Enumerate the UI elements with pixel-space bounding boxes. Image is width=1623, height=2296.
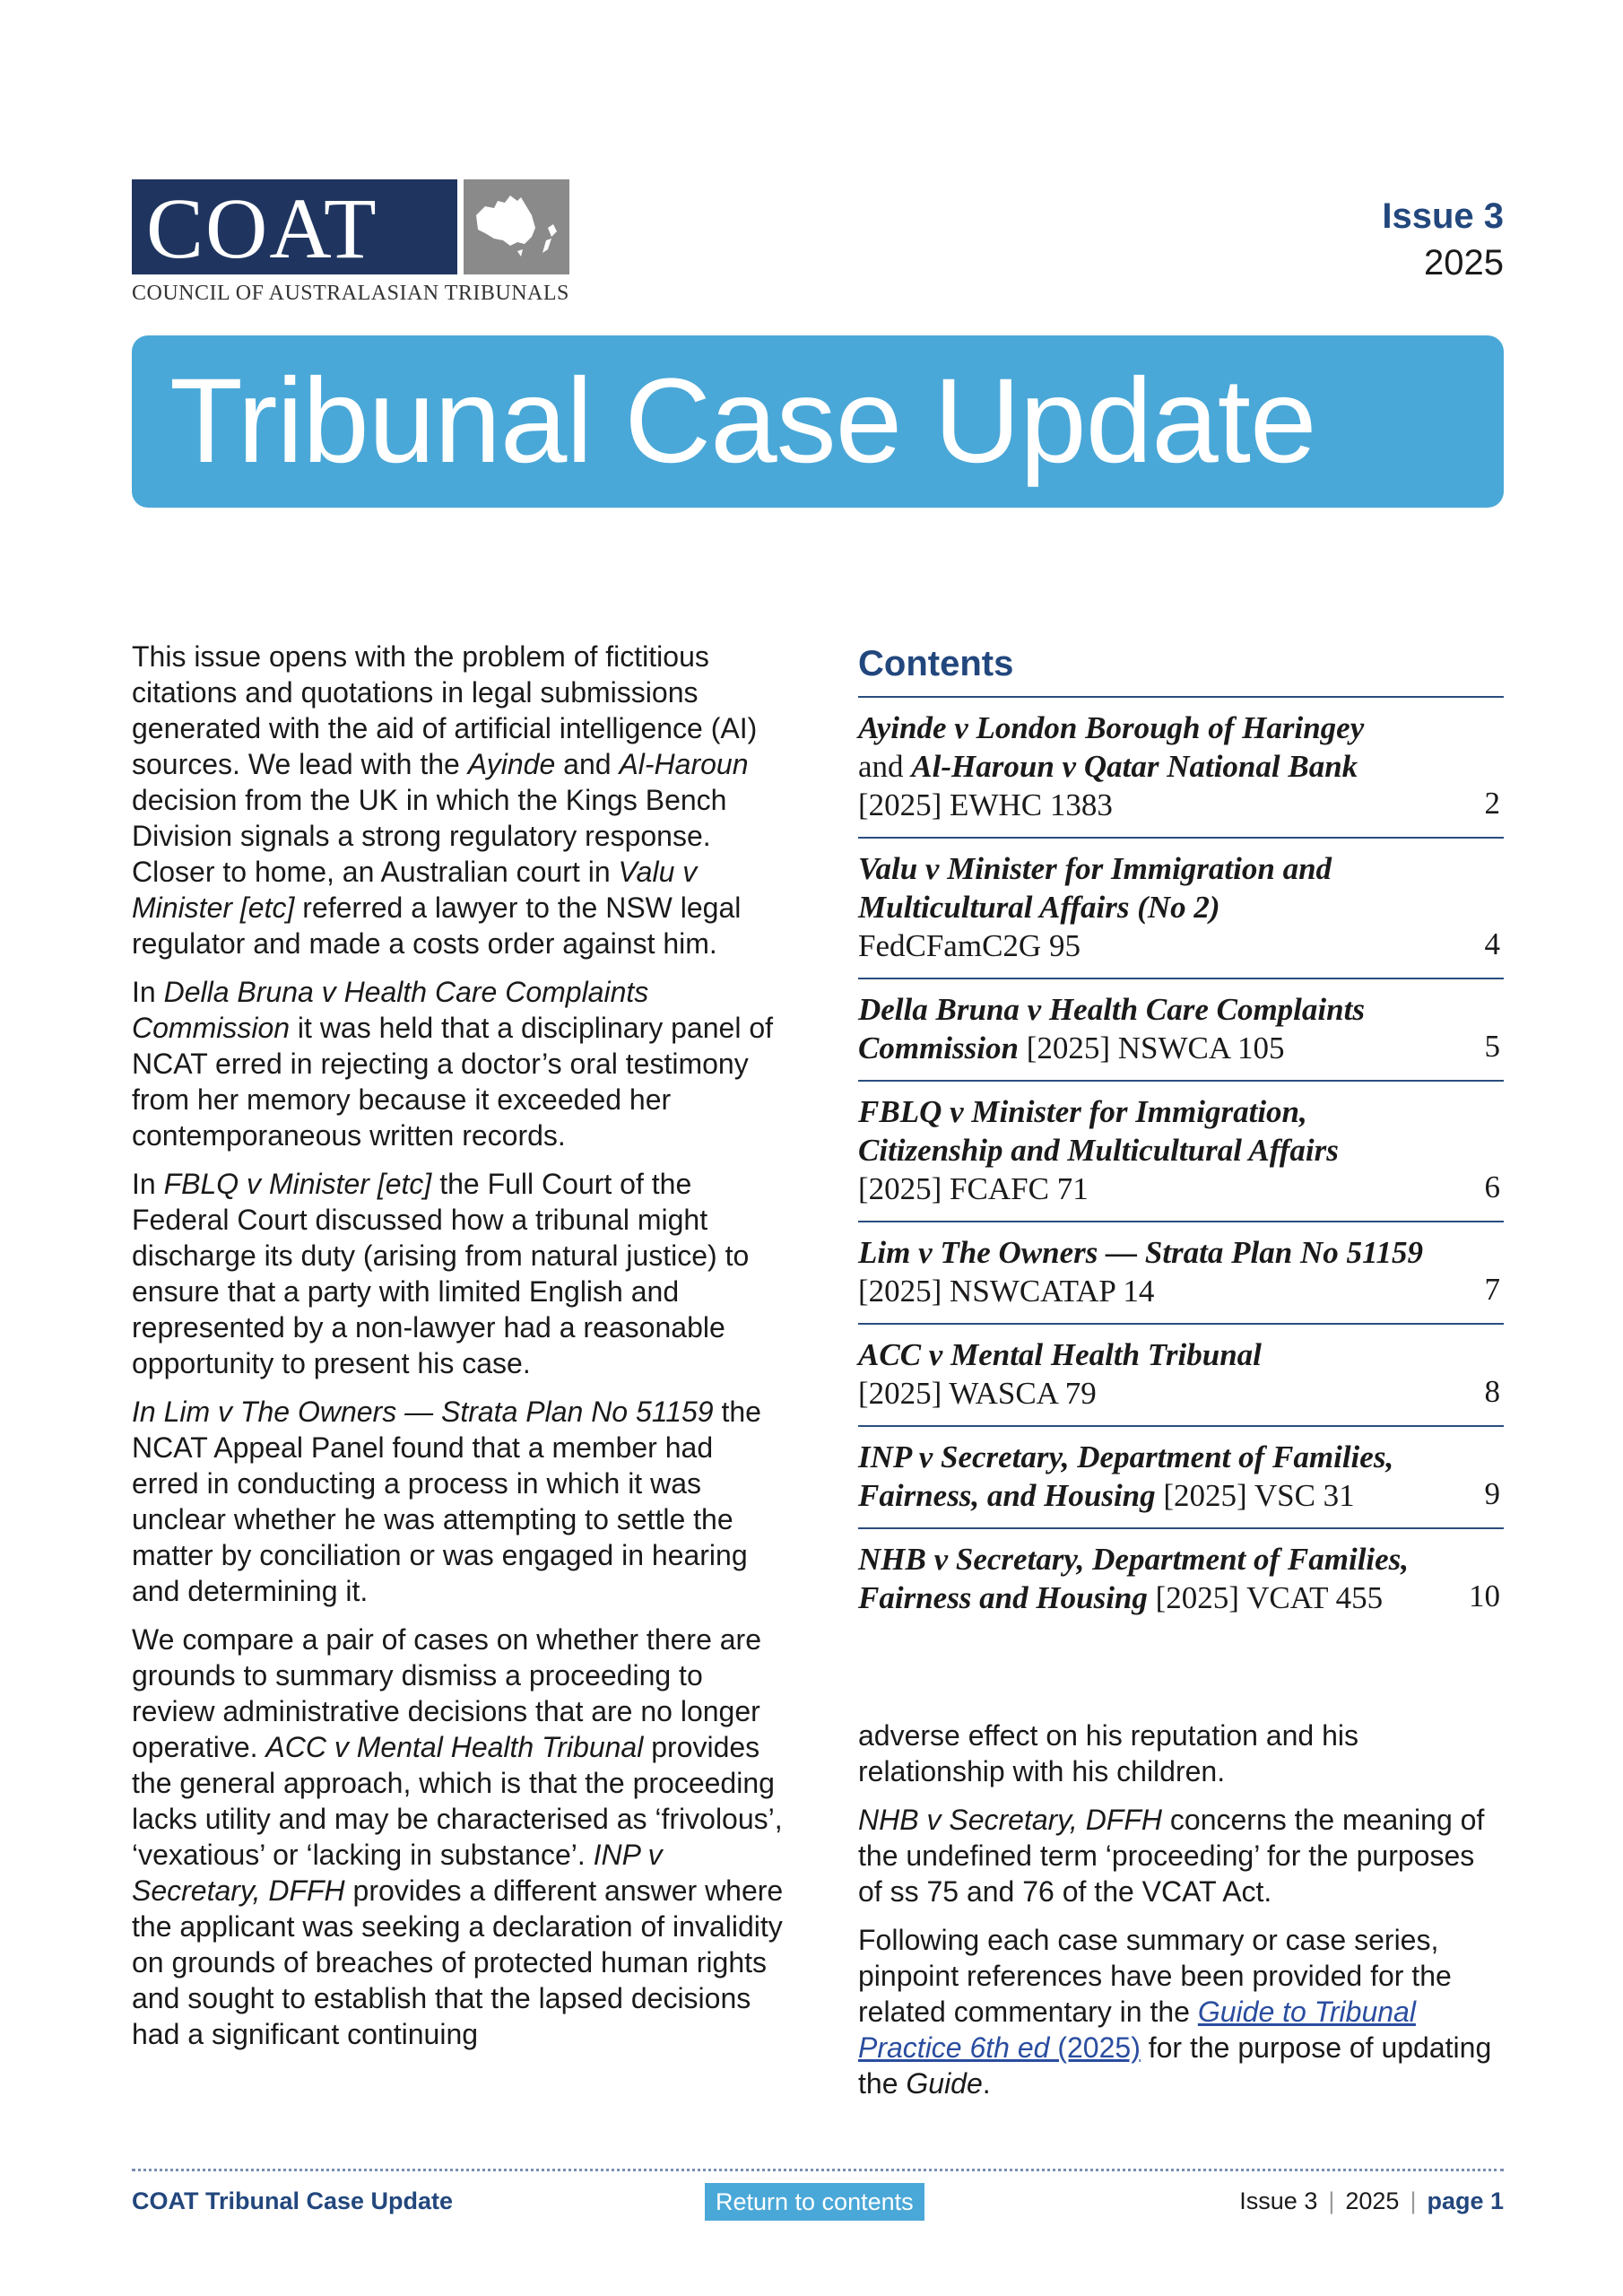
table-of-contents <box>858 639 1504 1630</box>
toc-page-number: 2 <box>1484 786 1500 821</box>
return-to-contents-button[interactable]: Return to contents <box>705 2183 924 2221</box>
case-name: In Lim v The Owners — Strata Plan No 51159 <box>132 1396 714 1428</box>
body-paragraph: adverse effect on his reputation and his relationship with his children. <box>858 1719 1358 1787</box>
contents-heading: Contents <box>858 639 1504 698</box>
intro-paragraph: This issue opens with the problem of fictitious citations and quotations in legal submissions generated with the aid of artificial intelligence (AI) sources. We lead with the Ayinde and Al-Haroun decision from the UK in which the Kings Bench Division signals a strong regulatory response. Closer to home, an Australian court in Valu v Minister [etc] referred a lawyer to the NSW legal regulator and made a costs order against him. <box>132 640 758 960</box>
toc-entry-fblq[interactable]: FBLQ v Minister for Immigration, Citizenship and Multicultural Affairs [2025] FCAFC 71 6 <box>858 1082 1504 1222</box>
toc-entry-lim[interactable]: Lim v The Owners — Strata Plan No 51159 [2025] NSWCATAP 14 7 <box>858 1222 1504 1325</box>
case-name: FBLQ v Minister [etc] <box>163 1168 432 1200</box>
footer-page-number: page 1 <box>1427 2187 1504 2214</box>
footer-publication-title: COAT Tribunal Case Update <box>132 2187 454 2214</box>
toc-page-number: 6 <box>1484 1170 1500 1205</box>
toc-page-number: 5 <box>1484 1029 1500 1064</box>
body-paragraph: Following each case summary or case series, pinpoint references have been provided for the related commentary in the Guide to Tribunal Practice 6th ed (2025) for the purpose of updating the Guide. <box>858 1924 1492 2100</box>
issue-year: 2025 <box>1424 243 1504 283</box>
intro-paragraph: We compare a pair of cases on whether there are grounds to summary dismiss a proceeding to review administrative decisions that are no longer operative. ACC v Mental Health Tribunal provides the general approach, which is that the proceeding lacks utility and may be characterised as ‘frivolous’, ‘vexatious’ or ‘lacking in substance’. INP v Secretary, DFFH provides a different answer where the applicant was seeking a declaration of invalidity on grounds of breaches of protected human rights and sought to establish that the lapsed decisions had a significant continuing <box>132 1623 784 2050</box>
footer-year: 2025 <box>1345 2187 1400 2214</box>
toc-page-number: 4 <box>1484 926 1500 961</box>
case-name: ACC v Mental Health Tribunal <box>265 1731 644 1763</box>
case-name: INP v Secretary, DFFH <box>132 1839 663 1907</box>
issue-number: Issue 3 <box>1382 196 1504 236</box>
intro-paragraph: In FBLQ v Minister [etc] the Full Court of the Federal Court discussed how a tribunal might discharge its duty (arising from natural justice) to ensure that a party with limited English and represented by a non-lawyer had a reasonable opportunity to present his case. <box>132 1168 750 1379</box>
toc-page-number: 10 <box>1469 1578 1500 1613</box>
case-name: Ayinde <box>467 748 556 780</box>
logo-wordmark: COAT <box>146 180 378 276</box>
toc-page-number: 9 <box>1484 1476 1500 1511</box>
intro-column <box>132 639 786 2065</box>
toc-entry-inp[interactable]: INP v Secretary, Department of Families, Fairness, and Housing [2025] VSC 31 9 <box>858 1427 1504 1529</box>
continued-column <box>858 1718 1504 2114</box>
footer-issue: Issue 3 <box>1239 2187 1318 2214</box>
toc-entry-ayinde[interactable]: Ayinde v London Borough of Haringey and Al-Haroun v Qatar National Bank [2025] EWHC 1383 2 <box>858 698 1504 839</box>
coat-logo <box>132 179 571 305</box>
toc-page-number: 7 <box>1484 1272 1500 1307</box>
page-title: Tribunal Case Update <box>169 354 1316 488</box>
case-name: NHB v Secretary, DFFH <box>858 1804 1162 1836</box>
toc-entry-della-bruna[interactable]: Della Bruna v Health Care Complaints Commission [2025] NSWCA 105 5 <box>858 979 1504 1082</box>
logo-subtitle: COUNCIL OF AUSTRALASIAN TRIBUNALS <box>132 282 569 305</box>
toc-entry-acc[interactable]: ACC v Mental Health Tribunal [2025] WASCA 79 8 <box>858 1325 1504 1427</box>
toc-page-number: 8 <box>1484 1374 1500 1409</box>
australasia-map-icon <box>464 179 569 274</box>
issue-info <box>1382 193 1504 286</box>
logo-wordmark-box <box>132 179 457 274</box>
toc-entry-nhb[interactable]: NHB v Secretary, Department of Families, Fairness and Housing [2025] VCAT 455 10 <box>858 1542 1500 1615</box>
footer-divider <box>132 2169 1504 2171</box>
toc-entry-valu[interactable]: Valu v Minister for Immigration and Multicultural Affairs (No 2) FedCFamC2G 95 4 <box>858 839 1504 979</box>
case-name: Valu v Minister [etc] <box>132 856 698 924</box>
body-paragraph: NHB v Secretary, DFFH concerns the meaning of the undefined term ‘proceeding’ for the purposes of ss 75 and 76 of the VCAT Act. <box>858 1804 1485 1908</box>
footer-page-info: Issue 3 | 2025 | page 1 <box>1239 2187 1504 2214</box>
guide-link[interactable]: Guide to Tribunal Practice 6th ed (2025) <box>858 1996 1416 2064</box>
case-name: Al-Haroun <box>619 748 749 780</box>
title-banner <box>132 335 1504 508</box>
case-name: Della Bruna v Health Care Complaints Commission <box>132 976 649 1044</box>
intro-paragraph: In Lim v The Owners — Strata Plan No 51159 the NCAT Appeal Panel found that a member had erred in conducting a process in which it was unclear whether he was attempting to settle the matter by conciliation or was engaged in hearing and determining it. <box>132 1396 761 1607</box>
intro-paragraph: In Della Bruna v Health Care Complaints Commission it was held that a disciplinary panel of NCAT erred in rejecting a doctor’s oral testimony from her memory because it exceeded her contemporaneous written records. <box>132 976 773 1152</box>
